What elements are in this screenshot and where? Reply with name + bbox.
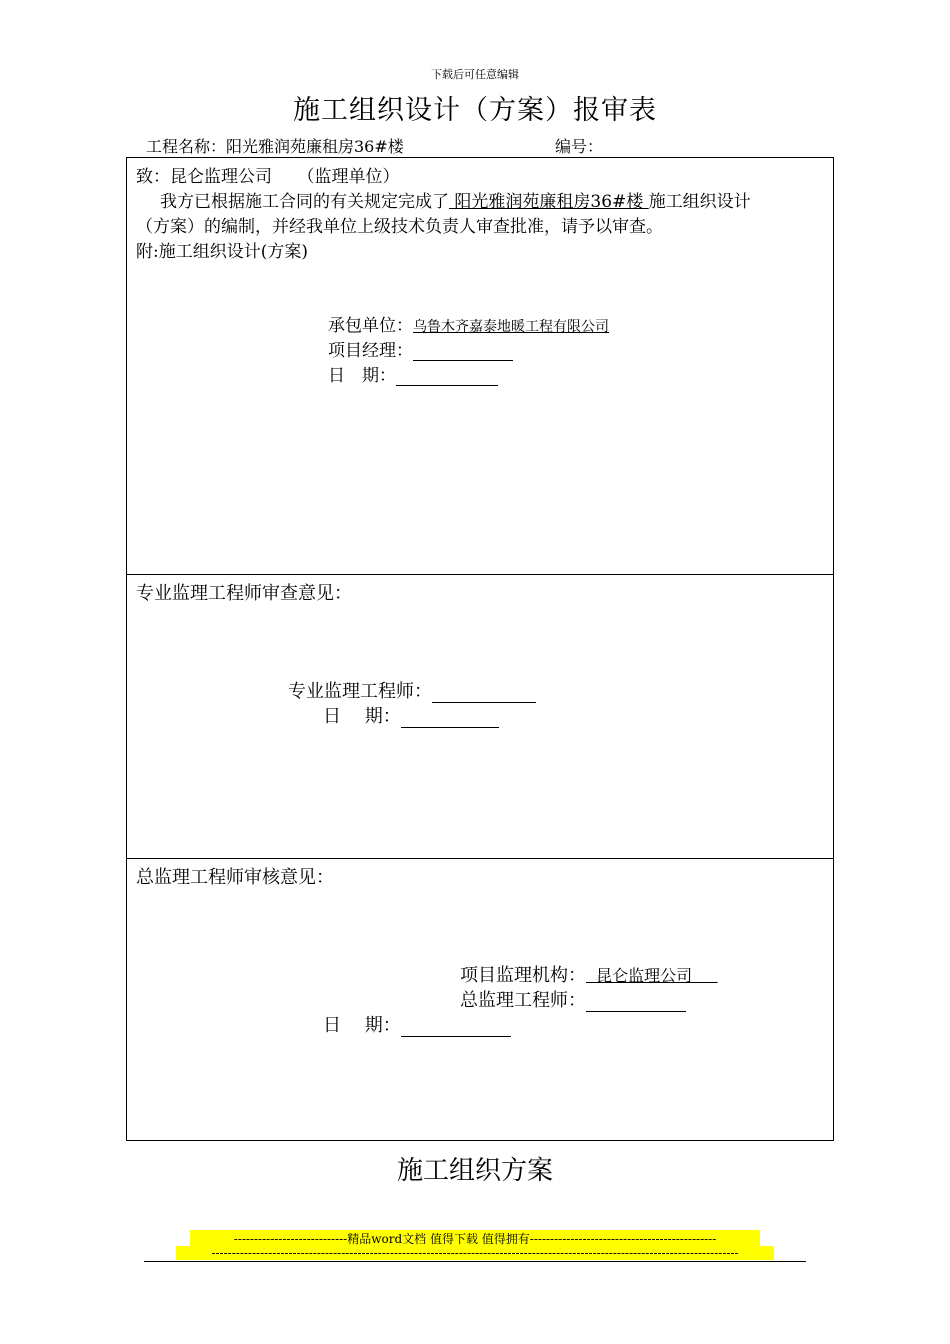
chief-review-heading: 总监理工程师审核意见： xyxy=(136,867,334,888)
submission-section xyxy=(127,158,833,575)
header-note: 下载后可任意编辑 xyxy=(431,68,519,81)
chief-review-section xyxy=(127,859,833,1141)
project-manager-label: 项目经理： xyxy=(328,341,413,361)
specialist-engineer-line xyxy=(288,677,536,703)
specialist-engineer-signature-blank[interactable] xyxy=(432,686,536,703)
chief-engineer-label: 总监理工程师： xyxy=(460,990,586,1011)
chief-date-label: 日 期： xyxy=(323,1015,401,1036)
chief-engineer-signature-blank[interactable] xyxy=(586,995,686,1012)
body-suffix: 施工组织设计 xyxy=(648,192,751,212)
promo-banner-line2: ---------------------------------------------------------------------------------------------------------------------------------- xyxy=(176,1246,774,1260)
project-manager-signature-blank[interactable] xyxy=(413,344,513,361)
submission-body-line1 xyxy=(160,187,751,212)
form-title: 施工组织设计（方案）报审表 xyxy=(293,95,657,126)
submission-body-line2: （方案）的编制，并经我单位上级技术负责人审查批准，请予以审查。 xyxy=(136,217,663,237)
specialist-engineer-label: 专业监理工程师： xyxy=(288,681,432,702)
number-label: 编号： xyxy=(555,137,604,156)
contractor-line xyxy=(328,311,609,336)
chief-date-blank[interactable] xyxy=(401,1020,511,1037)
specialist-date-line xyxy=(323,702,499,728)
body-prefix: 我方已根据施工合同的有关规定完成了 xyxy=(160,192,449,212)
footer-rule xyxy=(144,1261,806,1262)
specialist-date-blank[interactable] xyxy=(401,711,499,728)
attachment-line: 附:施工组织设计(方案) xyxy=(136,242,308,262)
chief-engineer-line xyxy=(460,986,686,1012)
submission-date-label: 日 期： xyxy=(328,366,396,386)
chief-date-line xyxy=(323,1011,511,1037)
supervision-org-value: 昆仑监理公司 xyxy=(586,966,718,985)
promo-banner-line1: ----------------------------精品word文档 值得下载 值得拥有---------------------------------------------- xyxy=(190,1230,760,1247)
contractor-label: 承包单位： xyxy=(328,316,413,336)
construction-plan-heading: 施工组织方案 xyxy=(396,1156,553,1186)
review-form-table xyxy=(126,157,834,1141)
project-manager-line xyxy=(328,336,513,361)
submission-date-line xyxy=(328,361,498,386)
specialist-review-heading: 专业监理工程师审查意见： xyxy=(136,583,352,604)
specialist-date-label: 日 期： xyxy=(323,706,401,727)
project-name-underlined: 阳光雅润苑廉租房36#楼 xyxy=(449,192,649,212)
supervision-org-label: 项目监理机构： xyxy=(460,965,586,986)
supervision-org-line xyxy=(460,961,718,987)
addressee-line: 致：昆仑监理公司 （监理单位） xyxy=(136,167,400,187)
specialist-review-section xyxy=(127,575,833,859)
submission-date-blank[interactable] xyxy=(396,369,498,386)
project-name-label: 工程名称：阳光雅润苑廉租房36#楼 xyxy=(146,137,404,156)
contractor-value: 乌鲁木齐嘉泰地暖工程有限公司 xyxy=(413,319,609,335)
